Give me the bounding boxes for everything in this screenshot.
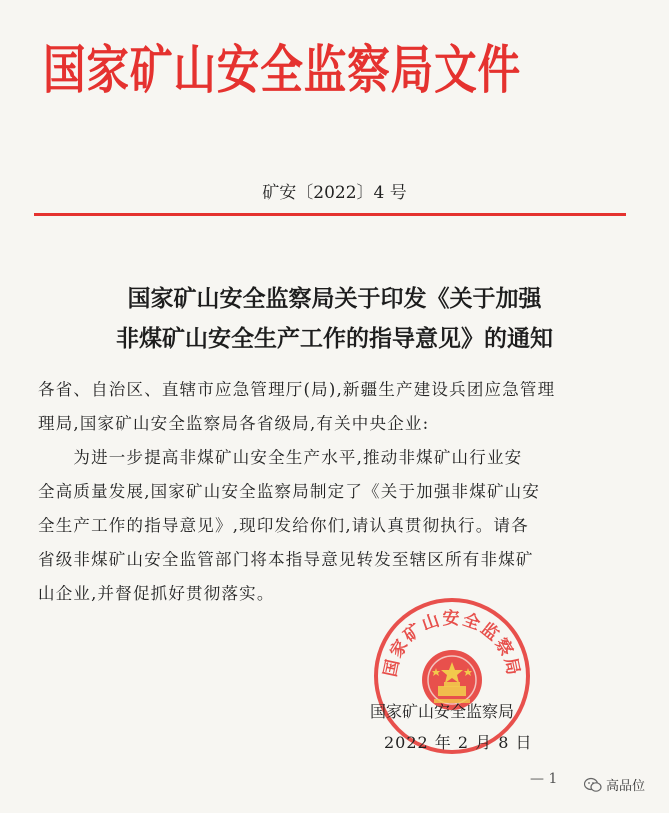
notice-title-line-1: 国家矿山安全监察局关于印发《关于加强: [127, 286, 542, 312]
document-number: 矿安〔2022〕4 号: [262, 183, 407, 203]
body-line-5: 全生产工作的指导意见》,现印发给你们,请认真贯彻执行。请各: [38, 516, 529, 535]
notice-title-line-2: 非煤矿山安全生产工作的指导意见》的通知: [116, 326, 553, 352]
issuer-signature: 国家矿山安全监察局: [370, 702, 515, 721]
body-line-3: 为进一步提高非煤矿山安全生产水平,推动非煤矿山行业安: [38, 448, 523, 467]
body-line-4: 全高质量发展,国家矿山安全监察局制定了《关于加强非煤矿山安: [38, 482, 541, 501]
seal-text: 国家矿山安全监察局: [380, 609, 524, 679]
body-line-6: 省级非煤矿山安全监管部门将本指导意见转发至辖区所有非煤矿: [38, 550, 534, 569]
body-line-7: 山企业,并督促抓好贯彻落实。: [38, 584, 275, 603]
page-number: — 1: [530, 771, 558, 787]
body-line-2: 理局,国家矿山安全监察局各省级局,有关中央企业:: [38, 414, 430, 433]
body-line-1: 各省、自治区、直辖市应急管理厅(局),新疆生产建设兵团应急管理: [38, 380, 556, 399]
watermark: [584, 775, 645, 794]
red-divider: [34, 213, 626, 216]
watermark-label: 高品位: [606, 779, 646, 794]
chat-bubble-icon: [584, 777, 602, 793]
masthead-title: 国家矿山安全监察局文件: [42, 41, 522, 101]
issue-date: 2022 年 2 月 8 日: [384, 733, 533, 752]
